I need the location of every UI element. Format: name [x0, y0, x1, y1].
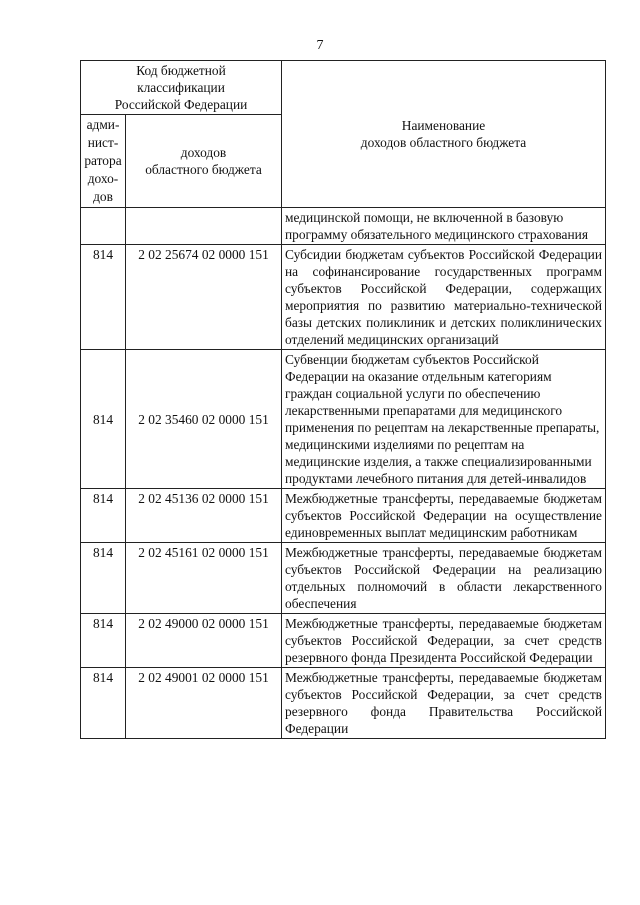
description-cell: Межбюджетные трансферты, передаваемые бюджетам субъектов Российской Федерации на осуществление единовременных выплат медицинским работникам	[282, 489, 606, 543]
table-row	[81, 614, 606, 668]
admin-code-cell: 814	[81, 350, 126, 489]
income-code-cell: 2 02 45161 02 0000 151	[126, 543, 282, 614]
budget-classification-table	[80, 60, 606, 739]
header-budget-classification-code: Код бюджетной классификации Российской Федерации	[81, 61, 282, 115]
table-row	[81, 245, 606, 350]
table-row	[81, 208, 606, 245]
page-number: 7	[316, 38, 324, 53]
income-code-cell: 2 02 25674 02 0000 151	[126, 245, 282, 350]
income-code-cell: 2 02 45136 02 0000 151	[126, 489, 282, 543]
header-row-top	[81, 61, 606, 115]
description-cell: Межбюджетные трансферты, передаваемые бюджетам субъектов Российской Федерации, за счет средств резервного фонда Президента Российской Федерации	[282, 614, 606, 668]
admin-code-cell	[81, 208, 126, 245]
admin-code-cell: 814	[81, 489, 126, 543]
income-code-cell: 2 02 35460 02 0000 151	[126, 350, 282, 489]
description-cell: Межбюджетные трансферты, передаваемые бюджетам субъектов Российской Федерации на реализацию отдельных полномочий в области лекарственного обеспечения	[282, 543, 606, 614]
income-code-cell	[126, 208, 282, 245]
description-cell: Межбюджетные трансферты, передаваемые бюджетам субъектов Российской Федерации, за счет средств резервного фонда Правительства Российской Федерации	[282, 668, 606, 739]
table-row	[81, 489, 606, 543]
admin-code-cell: 814	[81, 614, 126, 668]
header-administrator: адми- нист- ратора дохо- дов	[81, 115, 126, 208]
income-code-cell: 2 02 49000 02 0000 151	[126, 614, 282, 668]
admin-code-cell: 814	[81, 668, 126, 739]
admin-code-cell: 814	[81, 245, 126, 350]
description-cell: Субвенции бюджетам субъектов Российской Федерации на оказание отдельным категориям граждан социальной услуги по обеспечению лекарственными препаратами для медицинского применения по рецептам на лекарственные препараты, медицинскими изделиями по рецептам на медицинские изделия, а также специализированными продуктами лечебного питания для детей-инвалидов	[282, 350, 606, 489]
table-row	[81, 350, 606, 489]
description-cell: медицинской помощи, не включенной в базовую программу обязательного медицинского страхования	[282, 208, 606, 245]
admin-code-cell: 814	[81, 543, 126, 614]
table-row	[81, 543, 606, 614]
income-code-cell: 2 02 49001 02 0000 151	[126, 668, 282, 739]
table-row	[81, 668, 606, 739]
header-income-name: Наименование доходов областного бюджета	[282, 61, 606, 208]
description-cell: Субсидии бюджетам субъектов Российской Федерации на софинансирование государственных программ субъектов Российской Федерации, содержащих мероприятия по развитию материально-технической базы детских поликлиник и детских поликлинических отделений медицинских организаций	[282, 245, 606, 350]
header-income-code: доходов областного бюджета	[126, 115, 282, 208]
